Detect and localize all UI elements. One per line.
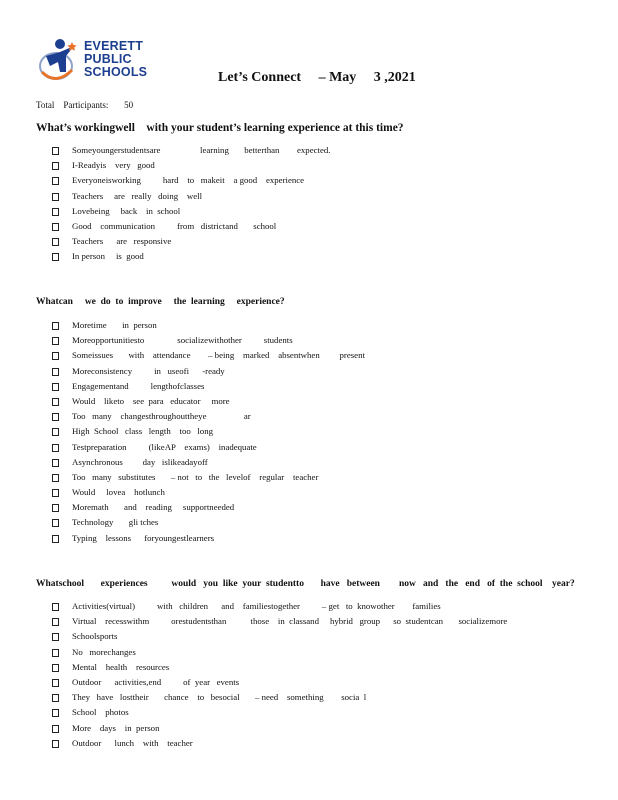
list-item bbox=[52, 705, 507, 720]
list-item-text: Typing lessons foryoungestlearners bbox=[72, 532, 215, 543]
list-item bbox=[52, 219, 330, 234]
bullet-box-icon bbox=[52, 694, 59, 702]
list-item bbox=[52, 470, 365, 485]
org-name-line: PUBLIC bbox=[84, 52, 132, 66]
list-item-text: Activities(virtual) with children and familiestogether – get to knowother families bbox=[72, 601, 441, 611]
list-item bbox=[52, 736, 507, 751]
bullet-box-icon bbox=[52, 649, 59, 657]
list-item bbox=[52, 173, 330, 188]
list-item-text: In person is good bbox=[72, 251, 144, 262]
bullet-box-icon bbox=[52, 193, 59, 201]
list-item bbox=[52, 515, 365, 530]
bullet-box-icon bbox=[52, 504, 59, 512]
list-item-text: Would lovea hotlunch bbox=[72, 487, 165, 498]
list-item bbox=[52, 318, 365, 333]
list-item-text: They have losttheir chance to besocial – need something socia l bbox=[72, 692, 367, 703]
list-item bbox=[52, 500, 365, 515]
bullet-box-icon bbox=[52, 147, 59, 155]
list-item bbox=[52, 440, 365, 455]
list-item bbox=[52, 690, 507, 705]
response-list bbox=[52, 318, 365, 546]
response-list bbox=[52, 599, 507, 751]
org-name bbox=[84, 40, 147, 79]
section-question: What’s workingwell with your student’s learning experience at this time? bbox=[36, 122, 404, 134]
list-item-text: Would liketo see para educator more bbox=[72, 395, 230, 406]
list-item-text: More days in person bbox=[72, 722, 160, 733]
org-name-line: EVERETT bbox=[84, 39, 144, 53]
list-item-text: I-Readyis very good bbox=[72, 160, 155, 171]
bullet-box-icon bbox=[52, 238, 59, 246]
bullet-box-icon bbox=[52, 725, 59, 733]
list-item bbox=[52, 249, 330, 264]
response-list bbox=[52, 143, 330, 265]
list-item bbox=[52, 379, 365, 394]
bullet-box-icon bbox=[52, 383, 59, 391]
list-item bbox=[52, 143, 330, 158]
district-logo bbox=[36, 36, 166, 86]
list-item bbox=[52, 204, 330, 219]
bullet-box-icon bbox=[52, 368, 59, 376]
list-item bbox=[52, 424, 365, 439]
list-item-text: School photos bbox=[72, 707, 129, 718]
bullet-box-icon bbox=[52, 519, 59, 527]
list-item-text: Asynchronous day islikeadayoff bbox=[72, 456, 208, 467]
list-item-text: Someissues with attendance – being marked absentwhen present bbox=[72, 350, 365, 361]
list-item-text: Mental health resources bbox=[72, 661, 170, 672]
page-title: Let’s Connect – May 3 ,2021 bbox=[218, 70, 416, 85]
participant-count: Total Participants: 50 bbox=[36, 100, 134, 110]
list-item bbox=[52, 645, 507, 660]
list-item bbox=[52, 333, 365, 348]
bullet-box-icon bbox=[52, 337, 59, 345]
section-question: Whatschool experiences would you like your studentto have between now and the end of the school year? bbox=[36, 579, 575, 589]
list-item-text: Lovebeing back in school bbox=[72, 205, 181, 216]
list-item bbox=[52, 364, 365, 379]
bullet-box-icon bbox=[52, 444, 59, 452]
list-item bbox=[52, 660, 507, 675]
bullet-box-icon bbox=[52, 428, 59, 436]
list-item bbox=[52, 614, 507, 629]
logo-emblem-icon bbox=[36, 36, 82, 86]
bullet-box-icon bbox=[52, 633, 59, 641]
list-item-text: Good communication from districtand school bbox=[72, 220, 277, 231]
list-item-text: No morechanges bbox=[72, 646, 136, 657]
bullet-box-icon bbox=[52, 535, 59, 543]
list-item-text: Moreopportunitiesto socializewithother students bbox=[72, 335, 293, 346]
list-item-text: Moremath and reading supportneeded bbox=[72, 502, 235, 513]
list-item bbox=[52, 189, 330, 204]
list-item bbox=[52, 455, 365, 470]
bullet-box-icon bbox=[52, 208, 59, 216]
list-item bbox=[52, 394, 365, 409]
list-item bbox=[52, 629, 507, 644]
list-item-text: Someyoungerstudentsare learning betterthan expected. bbox=[72, 145, 331, 155]
list-item-text: Too many substitutes – not to the levelof regular teacher bbox=[72, 471, 319, 482]
bullet-box-icon bbox=[52, 603, 59, 611]
list-item-text: Schoolsports bbox=[72, 631, 118, 642]
bullet-box-icon bbox=[52, 618, 59, 626]
bullet-box-icon bbox=[52, 162, 59, 170]
list-item bbox=[52, 599, 507, 614]
list-item-text: Moretime in person bbox=[72, 320, 157, 330]
list-item bbox=[52, 348, 365, 363]
list-item bbox=[52, 234, 330, 249]
bullet-box-icon bbox=[52, 664, 59, 672]
list-item bbox=[52, 158, 330, 173]
list-item-text: Outdoor lunch with teacher bbox=[72, 737, 193, 748]
list-item-text: Virtual recesswithm orestudentsthan those in classand hybrid group so studentcan socializemore bbox=[72, 616, 508, 627]
list-item-text: Testpreparation (likeAP exams) inadequate bbox=[72, 441, 257, 452]
bullet-box-icon bbox=[52, 459, 59, 467]
section-question: Whatcan we do to improve the learning experience? bbox=[36, 297, 285, 307]
list-item-text: Technology gli tches bbox=[72, 517, 159, 528]
bullet-box-icon bbox=[52, 322, 59, 330]
bullet-box-icon bbox=[52, 679, 59, 687]
list-item bbox=[52, 485, 365, 500]
list-item bbox=[52, 531, 365, 546]
list-item-text: Teachers are really doing well bbox=[72, 190, 203, 201]
bullet-box-icon bbox=[52, 709, 59, 717]
bullet-box-icon bbox=[52, 177, 59, 185]
org-name-line: SCHOOLS bbox=[84, 65, 148, 79]
list-item-text: Moreconsistency in useofi -ready bbox=[72, 365, 225, 376]
bullet-box-icon bbox=[52, 489, 59, 497]
list-item-text: Engagementand lengthofclasses bbox=[72, 380, 205, 391]
list-item bbox=[52, 409, 365, 424]
list-item-text: Everyoneisworking hard to makeit a good experience bbox=[72, 175, 305, 186]
list-item-text: Outdoor activities,end of year events bbox=[72, 676, 240, 687]
bullet-box-icon bbox=[52, 474, 59, 482]
bullet-box-icon bbox=[52, 352, 59, 360]
list-item-text: Too many changesthroughouttheye ar bbox=[72, 411, 251, 422]
list-item bbox=[52, 675, 507, 690]
bullet-box-icon bbox=[52, 223, 59, 231]
list-item bbox=[52, 721, 507, 736]
bullet-box-icon bbox=[52, 413, 59, 421]
bullet-box-icon bbox=[52, 740, 59, 748]
bullet-box-icon bbox=[52, 253, 59, 261]
list-item-text: High School class length too long bbox=[72, 426, 213, 437]
bullet-box-icon bbox=[52, 398, 59, 406]
list-item-text: Teachers are responsive bbox=[72, 236, 172, 247]
